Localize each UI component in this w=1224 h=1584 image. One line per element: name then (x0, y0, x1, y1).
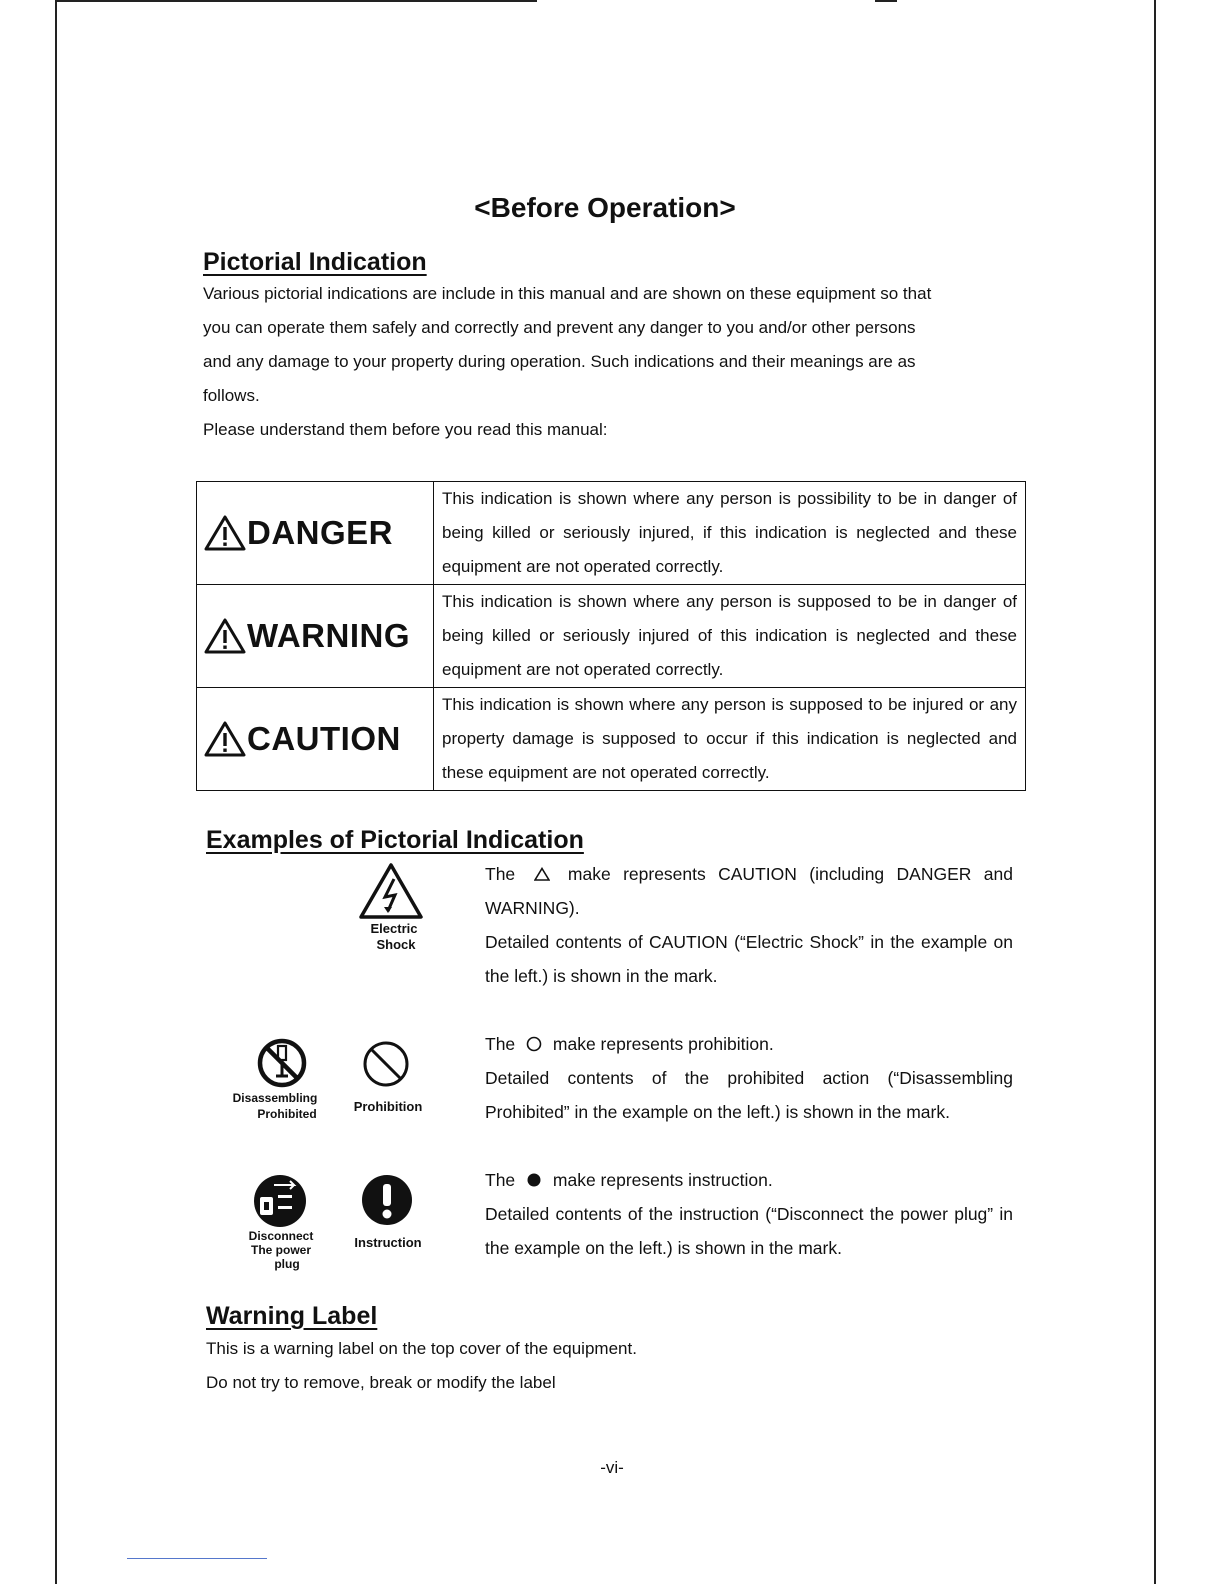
signal-word-cell (197, 688, 434, 791)
icon-caption: Instruction (354, 1235, 422, 1250)
warning-label-line: This is a warning label on the top cover of the equipment. (206, 1339, 637, 1358)
warning-triangle-icon (203, 617, 247, 655)
electric-shock-mark (355, 861, 435, 953)
page-number: -vi- (600, 1458, 624, 1477)
intro-line: Please understand them before you read this manual: (203, 420, 608, 439)
scan-top-line (55, 0, 537, 2)
example-line (485, 1027, 1013, 1061)
warning-triangle-icon (203, 720, 247, 758)
signal-word-cell (197, 585, 434, 688)
icon-caption: Shock (376, 937, 416, 952)
scan-bottom-mark (127, 1558, 267, 1559)
prohibition-mark (345, 1039, 431, 1115)
warning-triangle-icon (203, 514, 247, 552)
warning-label-line: Do not try to remove, break or modify the label (206, 1373, 556, 1392)
example-suffix: make represents CAUTION (including DANGER and WARNING). (485, 864, 1013, 918)
signal-word-caution: CAUTION (247, 720, 401, 757)
icon-caption: Prohibition (353, 1099, 423, 1114)
indication-description: This indication is shown where any person is supposed to be injured or any property damage is supposed to occur if this indication is neglected and these equipment are not operated correctly. (434, 688, 1026, 791)
indication-row-caution (197, 688, 1026, 791)
caution-example-text (485, 857, 1013, 993)
example-line: Detailed contents of CAUTION (“Electric Shock” in the example on the left.) is shown in the mark. (485, 932, 1013, 986)
intro-line: you can operate them safely and correctly and prevent any danger to you and/or other persons (203, 318, 916, 337)
examples-heading: Examples of Pictorial Indication (206, 826, 584, 854)
icon-caption: Electric (370, 921, 418, 936)
example-line: Detailed contents of the instruction (“Disconnect the power plug” in the example on the left.) is shown in the mark. (485, 1204, 1013, 1258)
icon-caption: Prohibited (257, 1107, 317, 1121)
example-line: Detailed contents of the prohibited action (“Disassembling Prohibited” in the example on the left.) is shown in the mark. (485, 1068, 1013, 1122)
instruction-example-text (485, 1163, 1013, 1265)
prohibition-example-text (485, 1027, 1013, 1129)
example-line (485, 857, 1013, 925)
indication-row-danger (197, 482, 1026, 585)
circle-symbol-icon (526, 1036, 542, 1052)
disassembling-prohibited-mark (225, 1036, 325, 1122)
scan-right-edge (1154, 0, 1156, 1584)
instruction-icon (360, 1173, 414, 1227)
electric-shock-icon (357, 861, 425, 921)
example-prefix: The (485, 1034, 516, 1054)
prohibition-icon (361, 1039, 411, 1089)
icon-caption: The power (250, 1243, 311, 1257)
warning-label-text (206, 1332, 1006, 1400)
icon-caption: Disconnect (248, 1229, 314, 1243)
signal-word-cell (197, 482, 434, 585)
pictorial-heading: Pictorial Indication (203, 248, 427, 276)
scan-left-edge (55, 0, 57, 1584)
unplug-icon (252, 1173, 308, 1229)
icon-caption: Disassembling (232, 1091, 318, 1105)
example-suffix: make represents prohibition. (552, 1034, 774, 1054)
page-title: <Before Operation> (474, 192, 736, 223)
example-prefix: The (485, 864, 516, 884)
example-line (485, 1163, 1013, 1197)
icon-caption: plug (274, 1257, 300, 1271)
intro-line: follows. (203, 386, 260, 405)
warning-label-heading: Warning Label (206, 1302, 378, 1330)
example-suffix: make represents instruction. (552, 1170, 773, 1190)
indication-description: This indication is shown where any person is supposed to be in danger of being killed or seriously injured of this indication is neglected and these equipment are not operated correctly. (434, 585, 1026, 688)
filled-circle-symbol-icon (526, 1172, 542, 1188)
indication-row-warning (197, 585, 1026, 688)
signal-word-danger: DANGER (247, 514, 394, 551)
triangle-symbol-icon (534, 867, 550, 881)
pictorial-intro (203, 277, 1043, 447)
disconnect-plug-mark (240, 1173, 322, 1271)
intro-line: and any damage to your property during operation. Such indications and their meanings are as (203, 352, 916, 371)
indication-description: This indication is shown where any person is possibility to be in danger of being killed or seriously injured, if this indication is neglected and these equipment are not operated correctly. (434, 482, 1026, 585)
no-disassembly-icon (255, 1036, 309, 1090)
scan-top-mark (875, 0, 897, 2)
instruction-mark (345, 1173, 431, 1251)
example-prefix: The (485, 1170, 516, 1190)
signal-word-warning: WARNING (247, 617, 410, 654)
intro-line: Various pictorial indications are include in this manual and are shown on these equipment so that (203, 284, 932, 303)
indication-table (196, 481, 1026, 791)
